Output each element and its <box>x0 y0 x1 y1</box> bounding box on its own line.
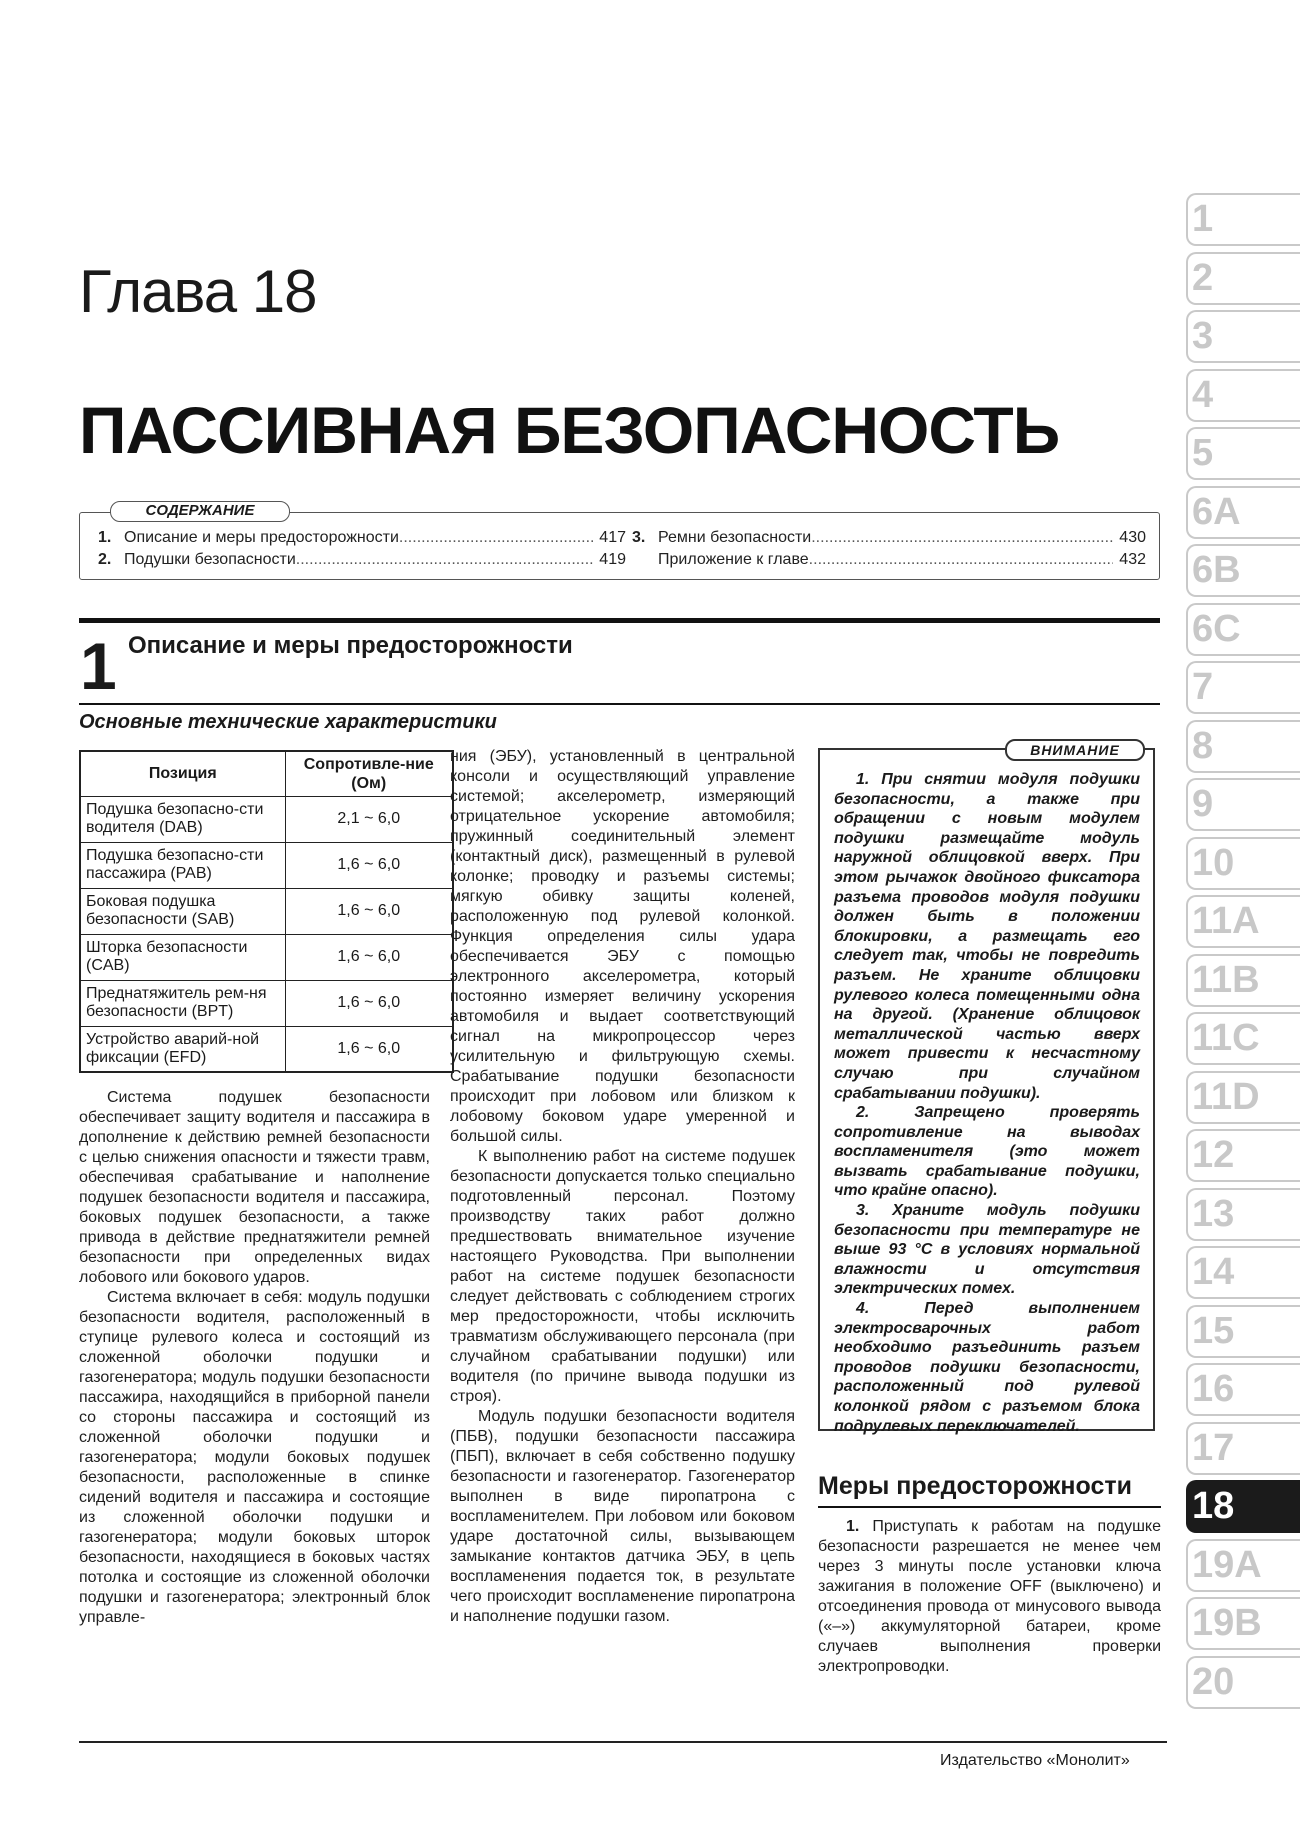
chapter-tab-label: 13 <box>1192 1192 1235 1235</box>
chapter-tab[interactable] <box>1180 1243 1300 1302</box>
chapter-tab[interactable] <box>1180 1185 1300 1244</box>
warning-item: 2. Запрещено проверять сопротивление на выводах воспламенителя (это может вызвать срабатывание подушки, что крайне опасно). <box>834 1104 1140 1200</box>
specs-table <box>79 750 454 1073</box>
column-header-resistance: Сопротивле-ние (Ом) <box>285 751 453 796</box>
toc-entry-title: Приложение к главе <box>658 551 809 568</box>
cell-value: 1,6 ~ 6,0 <box>285 842 453 888</box>
warning-item: 1. При снятии модуля подушки безопасности, а также при обращении с новым модулем подушки размещайте модуль наружной облицовкой вверх. При этом рычажок двойного фиксатора разъема проводов модуля подушки должен быть в положении блокировки, а размещать его следует так, чтобы не повредить разъем. Не храните облицовки рулевого колеса помещенными одна на другой. (Хранение облицовок металлической частью вверх может привести к несчастному случаю при случайном срабатывании подушки). <box>834 771 1140 1102</box>
paragraph: Система подушек безопасности обеспечивает защиту водителя и пассажира в дополнение к действию ремней безопасности с целью снижения опасности и тяжести травм, обеспечивая срабатывание и наполнение подушек безопасности водителя и пассажира, боковых подушек безопасности, а также привода в действие преднатяжители ремней безопасности при определенных видах лобового или бокового ударов. <box>79 1089 430 1286</box>
toc-entry-title: Подушки безопасности <box>124 551 296 568</box>
chapter-tab-label: 7 <box>1192 666 1214 708</box>
cell-position: Подушка безопасно-сти водителя (DAB) <box>80 796 285 842</box>
chapter-tab[interactable] <box>1180 307 1300 366</box>
chapter-tab-label: 11A <box>1192 900 1260 942</box>
cell-value: 2,1 ~ 6,0 <box>285 796 453 842</box>
toc-entry-title: Ремни безопасности <box>658 529 812 546</box>
toc-entry-number: 3. <box>632 529 646 546</box>
chapter-tab[interactable] <box>1180 541 1300 600</box>
toc-column-right <box>632 527 1146 571</box>
toc-leader-dots <box>296 549 594 571</box>
chapter-tab[interactable] <box>1180 366 1300 425</box>
toc-entry-number: 2. <box>98 551 112 568</box>
table-header-row <box>80 751 453 796</box>
cell-position: Шторка безопасности (CAB) <box>80 934 285 980</box>
warning-text <box>834 770 1140 1436</box>
paragraph: ния (ЭБУ), установленный в центральной консоли и осуществляющий управление системой; акселерометр, измеряющий отрицательное ускорение автомобиля; пружинный соединительный элемент (контактный диск), размещенный в рулевой колонке; проводку и разъемы системы; мягкую обивку защиты коленей, расположенную под рулевой колонкой. Функция определения силы удара обеспечивается ЭБУ с помощью электронного акселерометра, который постоянно измеряет величину ускорения автомобиля и выдает соответствующий сигнал на микропроцессор через усилительную и фильтрующую схемы. Срабатывание подушки безопасности происходит при лобовом или близком к лобовому боковом ударе умеренной и большой силы. <box>450 748 795 1145</box>
cell-value: 1,6 ~ 6,0 <box>285 888 453 934</box>
chapter-tab-label: 16 <box>1192 1368 1235 1410</box>
cell-position: Подушка безопасно-сти пассажира (PAB) <box>80 842 285 888</box>
toc-entry[interactable] <box>98 549 626 571</box>
chapter-tab-label: 11C <box>1192 1017 1260 1059</box>
chapter-tab[interactable] <box>1180 1068 1300 1127</box>
body-column-2 <box>450 747 795 1723</box>
chapter-tab-label: 5 <box>1192 432 1214 474</box>
toc-entry-number <box>632 549 658 571</box>
chapter-tab[interactable] <box>1180 1653 1300 1712</box>
chapter-tab-label: 6A <box>1192 490 1241 533</box>
section-rule-top <box>79 618 1160 623</box>
precautions-text <box>818 1517 1161 1723</box>
table-of-contents <box>79 502 1160 580</box>
table-row <box>80 934 453 980</box>
chapter-tab-label: 19B <box>1192 1602 1262 1644</box>
toc-entry-page: 430 <box>1119 529 1146 546</box>
warning-item: 4. Перед выполнением электросварочных работ необходимо разъединить разъем проводов подушки безопасности, расположенный под рулевой колонкой рядом с разъемом блока подрулевых переключателей. <box>834 1300 1140 1435</box>
footer-rule <box>79 1741 1167 1743</box>
chapter-tab[interactable] <box>1180 775 1300 834</box>
chapter-tab[interactable] <box>1180 1419 1300 1478</box>
chapter-tab[interactable] <box>1180 1536 1300 1595</box>
toc-entry[interactable] <box>632 527 1146 549</box>
chapter-tab[interactable] <box>1180 1009 1300 1068</box>
cell-position: Боковая подушка безопасности (SAB) <box>80 888 285 934</box>
warning-box <box>818 742 1155 1435</box>
chapter-tab-label: 4 <box>1192 373 1214 416</box>
section-rule-bottom <box>79 703 1160 705</box>
toc-entry[interactable] <box>98 527 626 549</box>
table-row <box>80 980 453 1026</box>
precautions-title: Меры предосторожности <box>818 1472 1132 1500</box>
chapter-tab[interactable] <box>1180 1594 1300 1653</box>
chapter-tab[interactable] <box>1180 1477 1300 1536</box>
paragraph: К выполнению работ на системе подушек безопасности допускается только специально подготовленный персонал. Поэтому производству таких работ должно предшествовать внимательное изучение настоящего Руководства. При выполнении работ на системе подушек безопасности следует действовать с соблюдением строгих мер предосторожности, чтобы исключить травматизм обслуживающего персонала (при случайном срабатывании подушки) или водителя (по причине вывода подушки из строя). <box>450 1148 795 1405</box>
chapter-tab[interactable] <box>1180 249 1300 308</box>
chapter-title: ПАССИВНАЯ БЕЗОПАСНОСТЬ <box>79 393 1060 467</box>
chapter-tab-label: 11D <box>1192 1075 1260 1118</box>
chapter-tab-label: 6C <box>1192 607 1241 650</box>
body-column-1 <box>79 1088 430 1723</box>
cell-value: 1,6 ~ 6,0 <box>285 980 453 1026</box>
chapter-tab[interactable] <box>1180 1360 1300 1419</box>
chapter-tab[interactable] <box>1180 717 1300 776</box>
chapter-tab-label: 2 <box>1192 256 1214 299</box>
chapter-tab-label: 6B <box>1192 549 1241 591</box>
table-row <box>80 888 453 934</box>
chapter-tab[interactable] <box>1180 600 1300 659</box>
toc-column-left <box>98 527 626 571</box>
chapter-tab-label: 12 <box>1192 1134 1235 1176</box>
cell-position: Устройство аварий-ной фиксации (EFD) <box>80 1026 285 1072</box>
chapter-tab[interactable] <box>1180 951 1300 1010</box>
paragraph: Модуль подушки безопасности водителя (ПБВ), подушки безопасности пассажира (ПБП), включает в себя собственно подушку безопасности и газогенератор. Газогенератор выполнен в виде пиропатрона с воспламенителем. При лобовом или боковом ударе достаточной силы, вызывающем замыкание контактов датчика ЭБУ, в цепь воспламенения подается ток, в результате чего происходит воспламенение пиропатрона и наполнение подушки газом. <box>450 1408 795 1625</box>
toc-leader-dots <box>399 527 593 549</box>
chapter-tab-label: 20 <box>1192 1660 1235 1703</box>
table-row <box>80 842 453 888</box>
toc-entry-title: Описание и меры предосторожности <box>124 529 399 546</box>
chapter-label: Глава 18 <box>79 258 317 325</box>
chapter-tab-label: 8 <box>1192 724 1214 767</box>
precaution-number: 1. <box>846 1518 860 1535</box>
chapter-tab-label: 11B <box>1192 958 1260 1001</box>
section-title: Описание и меры предосторожности <box>128 632 573 659</box>
toc-leader-dots <box>809 549 1114 571</box>
paragraph: Система включает в себя: модуль подушки безопасности водителя, расположенный в ступице рулевого колеса и состоящий из сложенной оболочки подушки и газогенератора; модуль подушки безопасности пассажира, находящийся в приборной панели со стороны пассажира и состоящий из сложенной оболочки подушки и газогенератора; модули боковых подушек безопасности, расположенные в спинке сидений водителя и пассажира и состоящие из сложенной оболочки подушки и газогенератора; модули боковых шторок безопасности, находящиеся в боковых частях потолка и состоящие из сложенной оболочки подушки и газогенератора; электронный блок управле- <box>79 1289 430 1626</box>
chapter-tab[interactable] <box>1180 892 1300 951</box>
chapter-tab[interactable] <box>1180 424 1300 483</box>
warning-label: ВНИМАНИЕ <box>1005 739 1145 761</box>
cell-value: 1,6 ~ 6,0 <box>285 934 453 980</box>
chapter-tab-label: 3 <box>1192 315 1214 357</box>
table-row <box>80 1026 453 1072</box>
chapter-tab-label: 17 <box>1192 1426 1235 1469</box>
chapter-tab-label: 9 <box>1192 783 1214 825</box>
paragraph <box>818 1517 1161 1677</box>
precaution-text: Приступать к работам на подушке безопасности разрешается не менее чем через 3 минуты после установки ключа зажигания в положение OFF (выключено) и отсоединения провода от минусового вывода («–») аккумуляторной батареи, кроме случаев выполнения проверки электропроводки. <box>818 1518 1161 1675</box>
chapter-tab-label: 19A <box>1192 1543 1262 1586</box>
toc-entry-number: 1. <box>98 529 112 546</box>
chapter-tab[interactable] <box>1180 1126 1300 1185</box>
chapter-tab-label: 14 <box>1192 1251 1235 1293</box>
warning-item: 3. Храните модуль подушки безопасности при температуре не выше 93 °C в условиях нормальной влажности и отсутствия электрических помех. <box>834 1202 1140 1298</box>
chapter-tab[interactable] <box>1180 483 1300 542</box>
publisher-name: Издательство «Монолит» <box>940 1752 1130 1769</box>
toc-entry-page: 419 <box>599 551 626 568</box>
precautions-rule <box>818 1506 1161 1508</box>
chapter-tab[interactable] <box>1180 834 1300 893</box>
cell-position: Преднатяжитель рем-ня безопасности (BPT) <box>80 980 285 1026</box>
chapter-tab-label: 10 <box>1192 841 1235 884</box>
toc-leader-dots <box>811 527 1113 549</box>
chapter-tab-label: 18 <box>1192 1485 1235 1527</box>
chapter-tab-label: 1 <box>1192 198 1214 240</box>
chapter-tab[interactable] <box>1180 1302 1300 1361</box>
chapter-tab[interactable] <box>1180 190 1300 249</box>
cell-value: 1,6 ~ 6,0 <box>285 1026 453 1072</box>
toc-entry-page: 417 <box>599 529 626 546</box>
table-row <box>80 796 453 842</box>
toc-entry[interactable] <box>632 549 1146 571</box>
specs-heading: Основные технические характеристики <box>79 711 497 733</box>
chapter-tab[interactable] <box>1180 658 1300 717</box>
toc-label: СОДЕРЖАНИЕ <box>110 501 290 522</box>
section-number: 1 <box>80 629 117 703</box>
column-header-position: Позиция <box>80 751 285 796</box>
toc-entry-page: 432 <box>1119 551 1146 568</box>
chapter-tabs <box>1180 190 1300 1711</box>
chapter-tab-label: 15 <box>1192 1309 1235 1352</box>
